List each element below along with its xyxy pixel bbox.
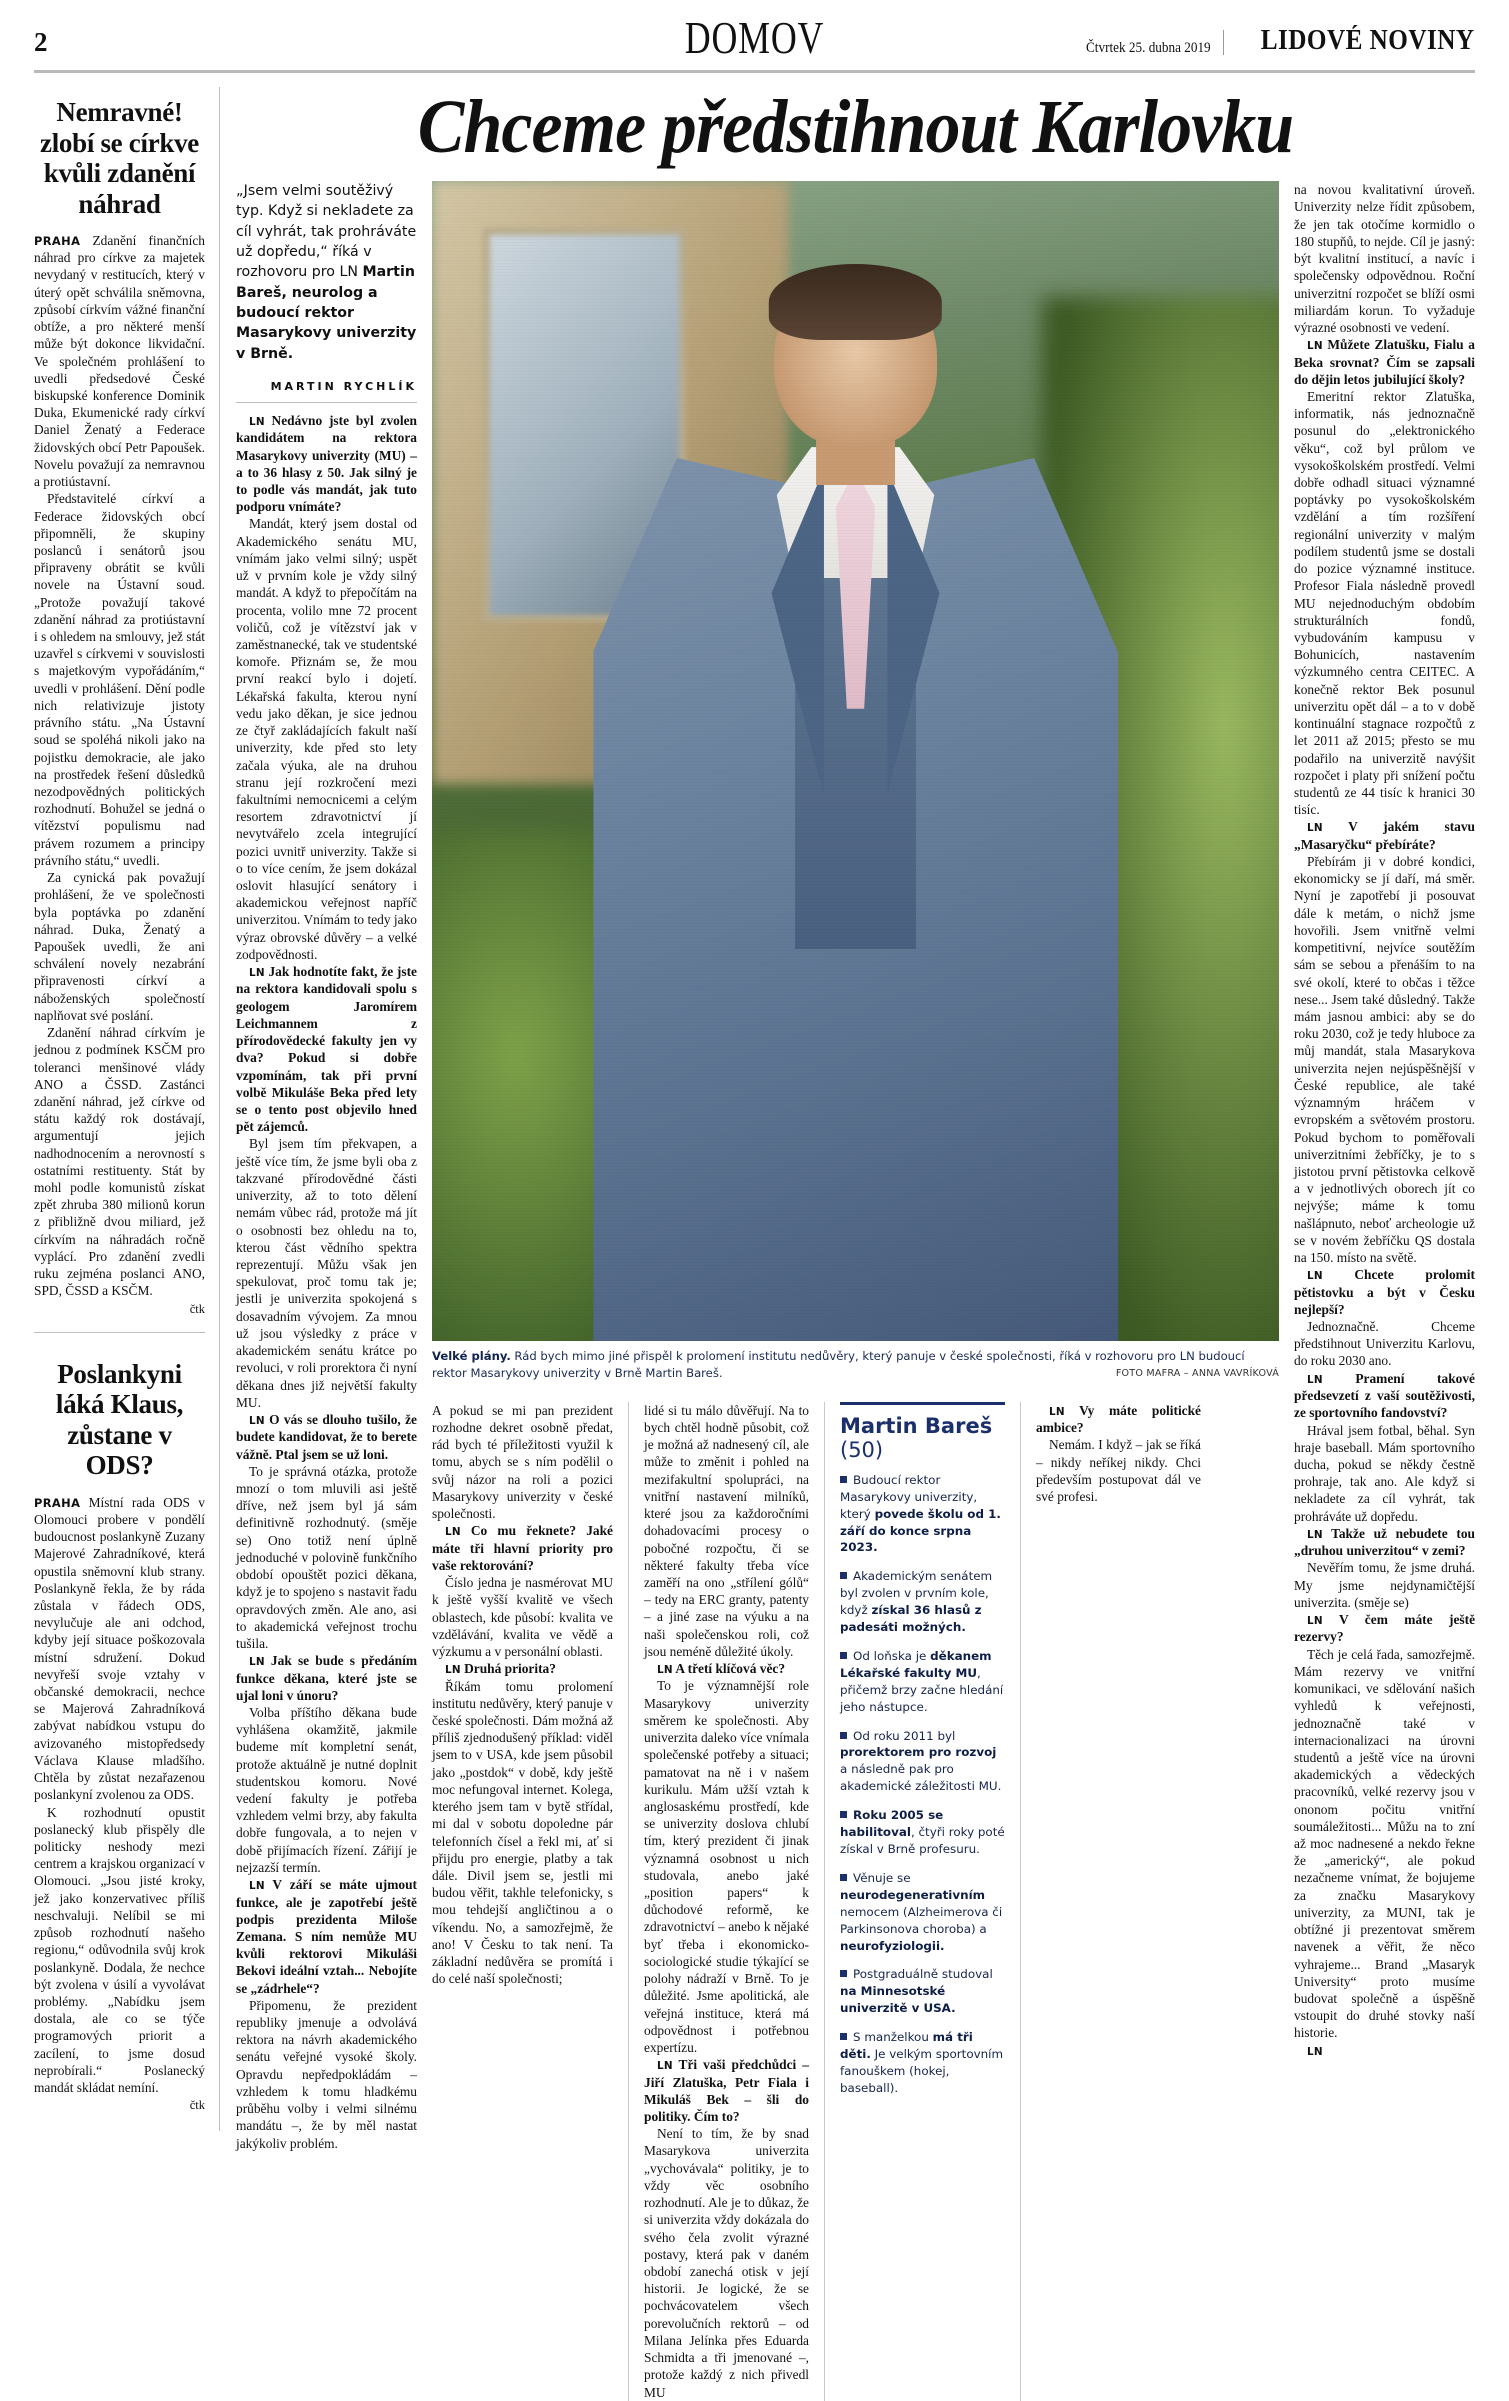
bullet-icon: [840, 1874, 847, 1881]
issue-date: Čtvrtek 25. dubna 2019: [1085, 40, 1211, 56]
main-columns: [236, 181, 1475, 2401]
ln-marker: LN: [1307, 2045, 1323, 2058]
question: [1294, 1611, 1475, 1646]
question-text: V jakém stavu „Masaryčku“ přebíráte?: [1294, 819, 1475, 852]
answer: Přebírám ji v dobré kondici, ekonomicky se jí daří, má směr. Nyní je zapotřebí ji posouvat dále k metám, o nichž jsme hovořili. Jsem vnitřně velmi kompetitivní, nejvíce soutěžím sám se sebou a přenáším to na své okolí, které to občas i těžce nese... Jsem také důsledný. Takže mám jasnou ambici: aby se do roku 2030, což je tedy hluboce za můj mandát, stala Masarykova univerzita nejen nejúspěšnější v České republice, ale také významným hráčem v evropském a světovém prostoru. Pokud bychom to poměřovali univerzitními žebříčky, je to s jistotou první pětistovka celkově a v jednotlivých oborech jít co nejvýše; máme k tomu našlápnuto, neboť archeologie už se v novém žebříčku QS dostala na 150. místo na světě.: [1294, 854, 1475, 1266]
question-text: Jak hodnotíte fakt, že jste na rektora kandidovali spolu s geologem Jaromírem Leichmannem z přírodovědecké fakulty jen vy dva? Pokud si dobře vzpomínám, tak při první volbě Mikuláše Beka před lety se o tento post objevilo hned pět zájemců.: [236, 964, 417, 1135]
answer: To je významnější role Masarykovy univerzity směrem ke společnosti. Aby univerzita daleko více vnímala společenské potřeby a situaci; pamatovat na ně i v našem kurikulu. Mám užší vztah k anglosaskému prostředí, kde se univerzity doslova chlubí tím, který prezident či jinak významná osobnost u nich studovala, anebo jaké „position papers“ k důchodové reformě, ke zdravotnictví – anebo k nějaké byť třeba i ekonomicko-sociologické studie týkající se polohy nádraží v Brně. To je důležité. Jsme apolitická, ale veřejná instituce, která má odpovědnost i potřebnou expertízu.: [644, 1678, 809, 2056]
article-signature: čtk: [189, 2098, 205, 2113]
question: [1294, 1266, 1475, 1318]
question-text: Druhá priorita?: [464, 1661, 556, 1677]
question: [644, 2056, 809, 2125]
caption-lead: Velké plány.: [432, 1349, 511, 1364]
question-text: Chcete prolomit pětistovku a být v Česku nejlepší?: [1294, 1267, 1475, 1317]
ln-marker: LN: [1307, 822, 1323, 835]
item-post: , přičemž brzy začne hledání jeho nástupce.: [840, 1665, 1004, 1714]
answer: Připomenu, že prezident republiky jmenuje a odvolává rektora na návrh akademického senátu veřejné vysoké školy. Opravdu nepředpokládám – vzhledem k tomu hladkému průběhu volby i velmi silnému mandátu –, že by měl nastat jakýkoliv problém.: [236, 1997, 417, 2151]
below-photo-columns: [432, 1402, 1279, 2401]
answer: Volba příštího děkana bude vyhlášena okamžitě, jakmile budeme mít kompletní senát, protože aktuálně je nutné doplnit studentskou komoru. Nové vedení fakulty je potřeba vzhledem velmi brzy, aby fakulta dobře fungovala, a to nejen v době přijímacích řízení. Zářijí je nejzazší termín.: [236, 1704, 417, 1875]
question-text: Co mu řeknete? Jaké máte tři hlavní priority pro vaše rektorování?: [432, 1523, 613, 1573]
bullet-icon: [840, 1970, 847, 1977]
sidebar-article2-headline: Poslankyni láká Klaus, zůstane v ODS?: [55, 1358, 184, 1481]
question: [1294, 336, 1475, 388]
masthead-rule: [34, 70, 1475, 73]
paper-name: LIDOVÉ NOVINY: [1261, 25, 1475, 56]
item-bold: prorektorem pro rozvoj: [840, 1745, 997, 1760]
item-bold: neurodegenerativním: [840, 1887, 986, 1902]
question: [1294, 1525, 1475, 1560]
infobox-rule: [840, 1402, 1005, 1405]
dateline: PRAHA: [34, 234, 81, 248]
sidebar-article2-body: [34, 1494, 205, 2114]
question: [236, 1876, 417, 1997]
question: [1294, 2042, 1475, 2059]
question: [1294, 818, 1475, 853]
question: [236, 1411, 417, 1463]
sidebar-article1-headline: Nemravné! zlobí se církve kvůli zdanění náhrad: [40, 97, 199, 219]
item-pre: Postgraduálně studoval: [853, 1967, 993, 1982]
caption-text: Rád bych mimo jiné přispěl k prolomení institutu nedůvěry, který panuje v české společnosti, říká v rozhovoru pro LN budoucí rektor Masarykovy univerzity v Brně Martin Bareš.: [432, 1349, 1245, 1380]
bullet-icon: [840, 2033, 847, 2040]
question: [236, 963, 417, 1135]
sidebar-article1-body: [34, 232, 205, 1317]
answer: Emeritní rektor Zlatuška, informatik, nás jednoznačně posunul do „elektronického věku“, což byl průlom ve vysokoškolském prostředí. Velmi dobře odhadl situaci významné poptávky po vysokoškolském vzdělání a tím rozšíření regionální univerzity v malým podílem studentů jsme se dostali do pozice významné instituce. Profesor Fiala následně provedl MU nejednoduchým obdobím strukturálních fondů, vybudováním kampusu v Bohunicích, nastavením výzkumného centra CEITEC. A konečně rektor Bek posunul univerzitu opět dál – a to v době kontinuální stagnace rozpočtů z let 2011 až 2015; přesto se mu podařilo na univerzitě navýšit rozpočet i platy při snížení počtu studentů ze 44 tisíc k hranici 30 tisíc.: [1294, 388, 1475, 818]
question-text: A třetí klíčová věc?: [675, 1661, 786, 1677]
question: [1294, 1370, 1475, 1422]
answer: Jednoznačně. Chceme předstihnout Univerzitu Karlovu, do roku 2030 ano.: [1294, 1319, 1475, 1369]
question-text: V čem máte ještě rezervy?: [1294, 1612, 1476, 1645]
profile-infobox: [824, 1402, 1020, 2401]
ln-marker: LN: [1307, 1528, 1323, 1541]
column-6-lower: [1020, 1402, 1216, 2401]
question: [432, 1522, 613, 1574]
question-text: Pramení takové předsevzetí z vaší soutěživosti, ze sportovního fandovství?: [1294, 1370, 1475, 1421]
paragraph: K rozhodnutí opustit poslanecký klub přispěly dle politicky neshody mezi centrem a krajskou organizací v Olomouci. „Jsou jisté kroky, jež jako konzervativec příliš neschvaluji. Nelíbil se mi způsob rozhodnutí našeho regionu,“ odůvodnila svůj krok poslankyně. Dodala, že nechce být zvolena v úsilí a vyvolávat problémy. „Nabídku jsem dostala, ale co se týče programových priorit a zacílení, to jsme dosud neprobírali.“ Poslanecký mandát skládat nemíní.: [34, 1804, 205, 2096]
infobox-list: [840, 1472, 1005, 2097]
list-item: [840, 1568, 1005, 1636]
perex-bold: Martin Bareš, neurolog a budoucí rektor Masarykovy univerzity v Brně.: [236, 264, 417, 362]
bullet-icon: [840, 1811, 847, 1818]
question-text: Tři vaši předchůdci – Jiří Zlatuška, Petr Fiala i Mikuláš Bek – šli do politiky. Čím to?: [644, 2057, 810, 2125]
page-folio: 2: [34, 27, 48, 57]
question: [644, 1660, 809, 1677]
article-signature: čtk: [189, 1301, 205, 1316]
bullet-icon: [840, 1652, 847, 1659]
paragraph-text: Místní rada ODS v Olomouci probere v pondělí budoucnost poslankyně Zuzany Majerové Zahradníkové, která opustila sněmovní klub strany. Poslankyně řekla, že by ráda zůstala v řádech ODS, nevylučuje ale ani odchod, kdyby její situace poškozovala místní sdružení. Dokud nevyřeší svoje vztahy v občanské demokracii, nechce se Majerová Zahradníková zabývat nabídkou vstupu do avizovaného mistopředsedy Václava Klause mladšího. Chtěla by zůstat nezařazenou poslankyní zvolenou za ODS.: [34, 1494, 205, 1803]
item-bold: povede školu od 1. září do konce srpna 2023.: [840, 1506, 1001, 1555]
item-pre: Věnuje se: [853, 1870, 911, 1885]
item-bold: na Minnesotské univerzitě v USA.: [840, 1984, 956, 2016]
masthead-right: [1069, 25, 1475, 57]
ln-marker: LN: [249, 415, 265, 428]
bullet-icon: [840, 1572, 847, 1579]
ln-marker: LN: [249, 967, 265, 980]
ln-marker: LN: [1307, 1373, 1323, 1386]
perex: [236, 181, 417, 364]
photo-caption: [432, 1348, 1279, 1382]
masthead: [34, 0, 1475, 66]
question-text: Vy máte politické ambice?: [1036, 1402, 1201, 1436]
answer: Nevěřím tomu, že jsme druhá. My jsme nejdynamičtější univerzita. (směje se): [1294, 1560, 1475, 1610]
main-photo-block: [432, 181, 1279, 1382]
column-2: [236, 181, 432, 2401]
question: [236, 412, 417, 515]
main-article: [220, 85, 1476, 2400]
sidebar-column: [34, 87, 220, 2131]
ln-marker: LN: [249, 1656, 265, 1669]
ln-marker: LN: [1307, 340, 1323, 353]
section-title: DOMOV: [684, 12, 825, 63]
ln-marker: LN: [657, 2060, 673, 2073]
answer: lidé si tu málo důvěřují. Na to bych chtěl hodně působit, což je možná až nadnesený cíl, ale může to změnit i pohled na mezifakultní spolupráci, na vnitřní nastavení milníků, které jsou za každoročními dohadovacími procesy o pobočné rozpočtu, či se některé fakulty třeba více zaměří na ono „střílení gólů“ – tedy na ERC granty, patenty – a jiné zase na výuku a na naši společenskou roli, což jsou neméně důležité úkoly.: [644, 1402, 809, 1659]
item-pre: Budoucí rektor Masarykovy univerzity, který: [840, 1472, 978, 1521]
photo-credit: FOTO MAFRA – ANNA VAVRÍKOVÁ: [1115, 1367, 1279, 1379]
ln-marker: LN: [1307, 1270, 1323, 1283]
item-post: nemocem (Alzheimerova či Parkinsonova choroba) a: [840, 1904, 1003, 1936]
ln-marker: LN: [249, 1880, 265, 1893]
item-pre: Od loňska je: [853, 1648, 931, 1663]
item-bold: získal 36 hlasů z padesáti možných.: [840, 1603, 982, 1635]
paragraph: Představitelé církví a Federace židovských obcí připomněli, že skupiny poslanců i senátorů jsou připraveny obrátit se kvůli novele na Ústavní soud. „Protože považují takové zdanění náhrad za protiústavní i s ohledem na smlouvy, jež stát uzavřel s církvemi v souvislosti s majetkovým vypořádáním,“ uvedli v prohlášení. Dění podle nich relativizuje jistoty právního státu. „Na Ústavní soud se spoléhá nikoli jako na pojistku demokracie, ale jako na prostředek řešení důsledků nezodpovědných politických rozhodnutí. Bohužel se jedná o vítězství populismu nad právem rozumem a principy právního státu,“ uvedli.: [34, 491, 205, 868]
answer: Byl jsem tím překvapen, a ještě více tím, že jsme byli oba z takzvané přírodovědné části univerzity, až to toto dělení nemám vůbec rád, protože má jít o osobnosti bez ohledu na to, kterou část vědního spektra reprezentují. Můžu však jen spekulovat, proč tomu tak je; jestli je univerzita spokojená s dosavadním vývojem. Za mnou už jsou výsledky z práce v akademickém senátu krátce po revoluci, v roli prorektora či nyní děkana dnes již největší fakulty MU.: [236, 1136, 417, 1410]
ln-marker: LN: [657, 1664, 673, 1677]
question-text: O vás se dlouho tušilo, že budete kandidovat, že to berete vážně. Ptal jsem se už loni.: [236, 1411, 417, 1462]
list-item: [840, 1728, 1005, 1796]
paragraph: Za cynická pak považují prohlášení, že ve společnosti byla poptávka po zdanění náhrad. Duka, Ženatý a Papoušek uvedli, že ani schválení novely nezabrání připravenosti církví a náboženských společností naplňovat své poslání.: [34, 870, 205, 1023]
sidebar-separator: [34, 1332, 205, 1333]
list-item: [840, 1870, 1005, 1955]
list-item: [840, 1648, 1005, 1716]
item-bold: Roku 2005 se habilitoval: [840, 1808, 944, 1840]
question-text: Můžete Zlatušku, Fialu a Beka srovnat? Čím se zapsali do dějin letos jubilující školy?: [1294, 337, 1475, 387]
list-item: [840, 1966, 1005, 2017]
list-item: [840, 1807, 1005, 1858]
item-pre: Od roku 2011 byl: [853, 1728, 956, 1743]
question-text: Takže už nebudete tou „druhou univerzitou“ v zemi?: [1294, 1525, 1475, 1559]
ln-marker: LN: [1049, 1405, 1065, 1418]
answer: Těch je celá řada, samozřejmě. Mám rezervy ve vnitřní komunikaci, ve sdělování našich vyhledů k veřejnosti, jednoznačně také v internacionalizaci na úrovni studentů a ještě více na úrovni akademických a vědeckých pracovníků, velké rezervy jsou v ononom počitu vnitřní soumáležitosti... Můžu na to zní až moc nadnesené a nekdo řekne že „americký“, ale pokud nezačneme vnímat, že bojujeme za značku Masarykovy univerzity, za MUNI, tak je obtížné ji prezentovat směrem navenek a věřit, že něco vyhrajeme... Brand „Masaryk University“ proto musíme budovat společně a úspěšně vstoupit do druhé stovky naší historie.: [1294, 1646, 1475, 2041]
photo-grain: [432, 181, 1279, 1341]
question: [236, 1652, 417, 1704]
column-4-lower: [628, 1402, 824, 2401]
photo-and-text-block: [432, 181, 1279, 2401]
answer: Nemám. I když – jak se říká – nikdy neříkej nikdy. Chci především postupovat dál ve své profesi.: [1036, 1437, 1201, 1505]
byline-rule: [236, 402, 417, 403]
infobox-age: (50): [840, 1437, 884, 1462]
item-post: , čtyři roky poté získal v Brně profesuru.: [840, 1825, 1005, 1856]
paragraph: [34, 232, 205, 490]
question-text: V září se máte ujmout funkce, ale je zapotřebí ještě podpis prezidenta Miloše Zemana. S ním nemůže MU kvůli rektorovi Mikuláši Bekovi ideální vztah... Nebojíte se „zádrhele“?: [236, 1877, 417, 1996]
item-pre: S manželkou: [853, 2030, 933, 2045]
paragraph: [34, 1494, 205, 1804]
column-7: [1279, 181, 1475, 2401]
answer: A pokud se mi pan prezident rozhodne dekret osobně předat, rád bych té příležitosti využil k tomu, abych se s ním podělil o svůj názor na roli a pozici Masarykovy univerzity v české společnosti.: [432, 1402, 613, 1522]
paragraph: Zdanění náhrad církvím je jednou z podmínek KSČM pro toleranci menšinové vlády ANO a ČSSD. Zastánci zdanění náhrad, jež církve od státu každý rok dostávají, argumentují jejich nadhodnocením a nerovností s ostatními restituenty. Stát by mohl podle komunistů získat zpět zhruba 380 milionů korun z přibližně dvou miliard, jež církvím na náhradách ročně vyplácí. Pro zdanění zvedli ruku zejména poslanci ANO, SPD, ČSSD a KSČM.: [34, 1025, 205, 1299]
page-grid: [34, 85, 1476, 2400]
answer: Mandát, který jsem dostal od Akademického senátu MU, vnímám jako velmi silný; uspět už v prvním kole je vždy silný mandát. A když to přepočítám na procenta, volilo mne 72 procent voličů, což je vítězství jak v zaměstnanecké, tak ve studentské komoře. Přiznám se, že mou první reakcí bylo i dojetí. Lékařská fakulta, kterou nyní vedu jako děkan, je sice jednou ze čtyř zakládajících fakult naší univerzity, kde před sto lety začala výuka, ale na druhou stranu její rozkročení mezi fakultními nemocnicemi a celým resortem zdravotnictví jí nevytvářelo zcela integrující pozici uvnitř univerzity. Takže si o to více cením, že jsem dokázal oslovit hlasující senátory i akademickou veřejnost napříč univerzitou. Vnímám to tedy jako výraz obrovské důvěry – a velké zodpovědnosti.: [236, 516, 417, 962]
infobox-title: [840, 1414, 1005, 1462]
ln-marker: LN: [1307, 1615, 1323, 1628]
item-bold: má tři děti.: [840, 2030, 973, 2062]
item-pre: Akademickým senátem byl zvolen v prvním kole, když: [840, 1569, 993, 1618]
ln-marker: LN: [445, 1664, 461, 1677]
bullet-icon: [840, 1476, 847, 1483]
item-bold: děkanem Lékařské fakulty MU: [840, 1648, 992, 1680]
ln-marker: LN: [249, 1414, 265, 1427]
question-text: Nedávno jste byl zvolen kandidátem na rektora Masarykovy univerzity (MU) – a to 36 hlasy z 50. Jak silný je to podle vás mandát, jak tuto podporu vnímáte?: [236, 412, 417, 515]
infobox-name: Martin Bareš: [840, 1413, 993, 1438]
answer: Říkám tomu prolomení institutu nedůvěry, který panuje v české společnosti. Dám možná až příliš zjednodušený příklad: viděl jsem to v USA, kde jsem působil jako „postdok“ v době, kdy ještě moc nefungoval internet. Kolega, kterého jsem tam v bytě střídal, mi dal v sobotu dopoledne pár telefonních čísel a řekl mi, ať si přijdu pro energie, platby a tak dále. Divil jsem se, jestli mi budou věřit, takhle telefonicky, s mou tehdejší angličtinou a o víkendu. No, a samozřejmě, že ano! V Česku to tak není. Ta základní nedůvěra se promítá i do celé naší společnosti;: [432, 1678, 613, 1987]
item-neuro: neurofyziologii.: [840, 1938, 945, 1953]
list-item: [840, 2029, 1005, 2097]
answer: Číslo jedna je nasmérovat MU k ještě vyšší kvalitě ve všech oblastech, kde působí: kvalita ve vzdělávání, kvalita ve vědě a výzkumu a v personální oblasti.: [432, 1575, 613, 1659]
question-text: Jak se bude s předáním funkce děkana, které jste se ujal loni v únoru?: [236, 1653, 417, 1703]
answer: Není to tím, že by snad Masarykova univerzita „vychovávala“ politiky, je to vždy věc osobního rozhodnutí. Ale je to důkaz, že si univerzita vždy dokázala do svého čela zvolit výrazné postavy, která pak v daném období zanechá otisk v její historii. Je logické, že se pochvácovatelem všech porevolučních rektorů – od Milana Jelínka přes Eduarda Schmidta a tři jmenované –, protože každý z nich přivedl MU: [644, 2126, 809, 2400]
answer-jump: na novou kvalitativní úroveň. Univerzity nelze řídit způsobem, že jen tak otočíme kormidlo o 180 stupňů, to nejde. Cíl je jasný: být kvalitní institucí, a navíc i společensky odpovědnou. Roční univerzitní rozpočet se blíží osmi miliardám korun. To vyžaduje výrazné osobnosti ve vedení.: [1294, 182, 1475, 335]
answer: Hrával jsem fotbal, běhal. Syn hraje baseball. Mám sportovního ducha, pokud se někdy čestně prohraje, tak ano. Ale když si nekladete za cíl vyhrát, tak prohráváte už dopředu.: [1294, 1422, 1475, 1524]
item-post: a následně pak pro akademické záležitosti MU.: [840, 1762, 1002, 1794]
perex-text: „Jsem velmi soutěživý typ. Když si nekladete za cíl vyhrát, tak prohráváte už dopředu,“ říká v rozhovoru pro LN: [236, 183, 417, 281]
column-3-lower: [432, 1402, 628, 2401]
answer: To je správná otázka, protože mnozí o tom mluvili asi ještě dříve, než jsem byl já sám definitivně rozhodnutý. (směje se) Ono totiž není úplně jednoduché v polovině funkčního období opouštět pozici děkana, když je to spojeno s nastavit řadu opravdových změn. Ale ano, asi to akademická veřejnost trochu tušila.: [236, 1463, 417, 1651]
item-post: Je velkým sportovním fanouškem (hokej, baseball).: [840, 2047, 1004, 2095]
masthead-divider: [1223, 30, 1224, 55]
byline: MARTIN RYCHLÍK: [270, 379, 417, 393]
dateline: PRAHA: [34, 1495, 81, 1510]
ln-marker: LN: [445, 1526, 461, 1539]
list-item: [840, 1472, 1005, 1557]
question: [432, 1660, 613, 1677]
portrait-photo: [432, 181, 1279, 1341]
paragraph-text: Zdanění finančních náhrad pro církve za majetek nevydaný v restitucích, který v úterý opět schválila sněmovna, způsobí církvím vážné finanční obtíže, a pro některé menší může být dokonce likvidační. Ve společném prohlášení to uvedli předsedové České biskupské konference Dominik Duka, Ekumenické rady církví Daniel Ženatý a Federace židovských obcí Petr Papoušek. Novelu považují za nemravnou a protiústavní.: [34, 233, 205, 490]
question: [1036, 1402, 1201, 1437]
bullet-icon: [840, 1732, 847, 1739]
main-headline: Chceme předstihnout Karlovku: [417, 85, 1294, 169]
